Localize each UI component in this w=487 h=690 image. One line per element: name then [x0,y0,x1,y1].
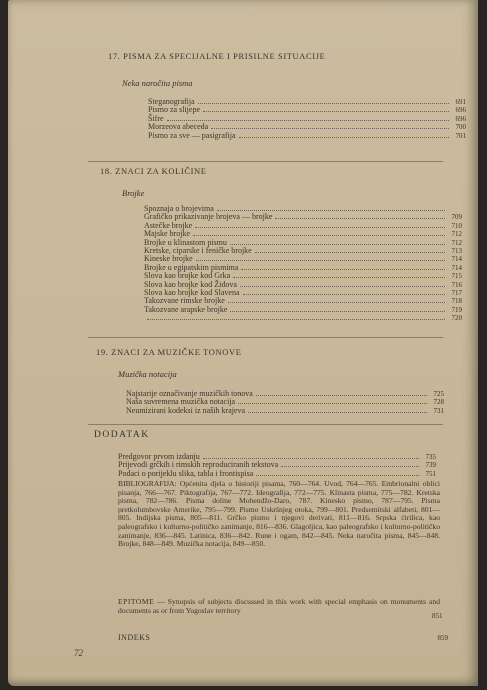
section-18-title: 18. ZNACI ZA KOLIČINE [100,166,207,176]
epitome-text: — Synopsis of subjects discussed in this work with special emphasis on monuments and documents as or from Yugoslav territory [118,597,440,615]
toc-entry [148,106,466,114]
toc-entry-title: Majske brojke [144,229,190,239]
toc-entry [126,407,444,415]
toc-entry-title: Naša suvremena muzička notacija [126,397,236,407]
toc-entry [144,314,462,322]
section-17-title: 17. PISMA ZA SPECIJALNE I PRISILNE SITUACIJE [108,51,326,61]
toc-entry-title: Najstarije označivanje muzičkih tonova [126,389,253,398]
section-divider [88,161,443,162]
toc-entry-page: 710 [451,221,462,230]
toc-entry-title: Prijevodi grčkih i rimskih reproduciranih tekstova [118,460,279,470]
toc-entry-page: 700 [455,123,466,132]
dot-leader [167,120,449,121]
epitome-page: 851 [432,612,443,620]
section-17-subtitle: Neka naročita pisma [122,78,193,88]
toc-entry-page: 709 [451,213,462,222]
toc-entry-page: 714 [451,255,462,264]
toc-entry-page: 731 [433,406,444,415]
dot-leader [203,111,449,112]
toc-entry [144,222,462,230]
toc-entry-page: 718 [451,297,462,306]
toc-entry-title: Šifre [148,113,164,123]
section-19-title: 19. ZNACI ZA MUZIČKE TONOVE [96,347,242,357]
dot-leader [243,294,445,295]
toc-entry-page: 696 [455,114,466,123]
book-page [8,0,478,686]
dot-leader [203,458,419,459]
toc-entry [148,132,466,140]
section-17-entries [148,98,466,140]
dot-leader [241,269,445,270]
dot-leader [233,277,445,278]
section-18-subtitle: Brojke [122,188,145,198]
appendix-title: DODATAK [94,430,150,440]
toc-entry-title: Brojke u egipatskim pismima [144,262,239,272]
toc-entry-title: Takozvane arapske brojke [144,304,228,314]
page-number: 72 [74,648,83,658]
epitome-paragraph [118,598,440,615]
toc-entry-page: 739 [425,461,436,470]
dot-leader [230,311,445,312]
section-18-entries [144,205,462,323]
dot-leader [193,235,445,236]
section-19-entries [126,390,444,415]
toc-entry-title: Astečke brojke [144,220,193,230]
index-line [118,634,448,642]
toc-entry-title: Kretske, ciparske i feničke brojke [144,246,252,256]
bibliography-paragraph: BIBLIOGRAFIJA: Općenita djela o historiji pisama, 760—764. Uvod, 764—765. Embrionalni oblici pisanja, 766—767. Piktografija, 767—772. Ideografija, 772—775. Klinasta pisma, 775—782. Kretska pisma, 782—786. Pisma doline Mohendžo-Daro, 787. Kinesko pismo, 787—795. Pisma pretkolumbovske Amerike, 795—799. Pismo Uskršnjeg otoka, 799—801. Predsemitski alfabeti, 801—805. Indijska pisma, 805—811. Grčko pismo i njegovi derivati, 811—816. Srpska ćirilica, kao paleografsko i kulturno-političko zanimanje, 816—836. Glagoljica, kao paleografsko i kulturno-političko zanimanje, 836—845. Latinica, 836—842. Rune i ogam, 842—845. Neka naročita pisma, 845—848. Brojke, 848—849. Muzička notacija, 849—850. [118,479,440,549]
dot-leader [281,466,419,467]
section-divider [88,337,443,338]
toc-entry-title: Podaci o porijeklu slika, tabla i frontispisa [118,468,254,478]
toc-entry-page: 691 [455,98,466,106]
dot-leader [195,227,445,228]
section-divider [88,424,443,425]
toc-entry-page: 714 [451,263,462,272]
toc-entry-page: 717 [451,289,462,298]
toc-entry-title: Takozvane rimske brojke [144,296,225,306]
toc-entry-page: 713 [451,247,462,256]
dot-leader [217,210,445,211]
index-label: INDEKS [118,633,151,642]
toc-entry-title: Brojke u klinastom pismu [144,237,227,247]
index-page: 859 [437,634,448,642]
toc-entry-page: 725 [433,390,444,398]
toc-entry-title: Slova kao brojke kod Židova [144,279,237,289]
toc-entry-title: Steganografija [148,97,195,106]
toc-entry-title: Neumizirani kodeksi iz naših krajeva [126,405,246,415]
toc-entry-page: 696 [455,106,466,115]
dot-leader [211,128,449,129]
dot-leader [256,395,427,396]
toc-entry-title: Predgovor prvom izdanju [118,452,200,461]
dot-leader [230,244,445,245]
dot-leader [275,218,445,219]
toc-entry-page: 716 [451,280,462,289]
dot-leader [255,252,445,253]
dot-leader [256,475,419,476]
toc-entry [118,470,436,478]
toc-entry-title: Pismo za slijepe [148,105,200,115]
toc-entry-page: 728 [433,398,444,407]
toc-entry-title: Spoznaja o brojevima [144,204,214,213]
appendix-entries [118,453,436,478]
toc-entry-page: 715 [451,272,462,281]
dot-leader [239,137,449,138]
toc-entry-page: 712 [451,238,462,247]
dot-leader [228,302,445,303]
dot-leader [147,319,445,320]
toc-entry-page: 720 [451,314,462,323]
toc-entry-title: Morzeova abeceda [148,122,209,132]
toc-entry-page: 751 [425,469,436,478]
toc-entry-title: Kineske brojke [144,254,193,264]
dot-leader [240,286,445,287]
toc-entry-title: Grafičko prikazivanje brojeva — brojke [144,212,273,222]
dot-leader [198,103,449,104]
toc-entry [144,306,462,314]
toc-entry-page: 719 [451,305,462,314]
toc-entry-page: 712 [451,230,462,239]
dot-leader [196,260,445,261]
toc-entry-page: 701 [455,131,466,140]
section-19-subtitle: Muzička notacija [118,369,177,379]
toc-entry-title: Slova kao brojke kod Slavena [144,288,240,298]
epitome-label: EPITOME [118,597,155,606]
dot-leader [238,403,427,404]
toc-entry-title: Pismo za sve — pasigrafija [148,130,236,140]
toc-entry-page: 735 [425,453,436,461]
toc-entry-title: Slova kao brojke kod Grka [144,271,231,281]
dot-leader [248,412,427,413]
